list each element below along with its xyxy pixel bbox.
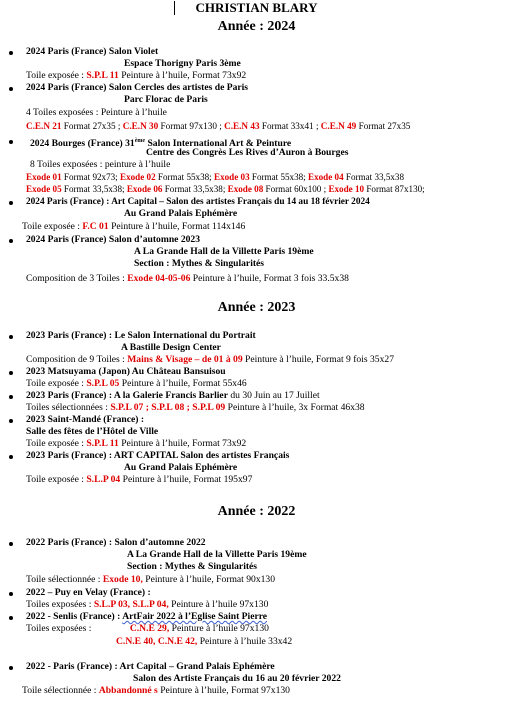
list-item-detail: Au Grand Palais Ephémère — [124, 462, 238, 473]
list-item: 2024 Paris (France) Salon d’automne 2023 — [26, 234, 201, 245]
list-item: 2023 Paris (France) : ART CAPITAL Salon des artistes Français — [26, 450, 290, 461]
list-item-detail: Salle des fêtes de l’Hôtel de Ville — [26, 426, 159, 437]
list-item-detail: Toiles exposées : C.N.E 29, Peinture à l’huile 97x130 — [26, 623, 269, 634]
document-title: CHRISTIAN BLARY — [195, 0, 318, 15]
list-item-detail: Espace Thorigny Paris 3ème — [124, 58, 241, 69]
list-item: 2023 Paris (France) : A la Galerie Francis Barlier du 30 Juin au 17 Juillet — [26, 390, 320, 401]
list-bullet — [9, 666, 13, 670]
list-item-detail: Section : Mythes & Singularités — [127, 561, 258, 572]
list-bullet — [9, 455, 13, 459]
list-item-detail: Toile exposée : F.C 01 Peinture à l’huile, Format 114x146 — [22, 221, 246, 232]
list-bullet — [9, 371, 13, 375]
list-bullet — [9, 542, 13, 546]
list-item-detail: Exode 05 Format 33,5x38; Exode 06 Format 33,5x38; Exode 08 Format 60x100 ; Exode 10 Format 87x130; — [26, 184, 425, 194]
year-heading-2024: Année : 2024 — [217, 19, 296, 34]
list-bullet — [9, 419, 13, 423]
list-bullet — [9, 335, 13, 339]
list-bullet — [9, 239, 13, 243]
list-item-detail: Composition de 9 Toiles : Mains & Visage – de 01 à 09 Peinture à l’huile, Format 9 fois 35x27 — [26, 354, 394, 365]
list-item-detail: Centre des Congrès Les Rives d’Auron à Bourges — [146, 147, 349, 158]
list-item: 2024 Paris (France) Salon Violet — [26, 46, 159, 57]
list-item-detail: A La Grande Hall de la Villette Paris 19ème — [127, 549, 307, 560]
list-item-detail: C.E.N 21 Format 27x35 ; C.E.N 30 Format 97x130 ; C.E.N 43 Format 33x41 ; C.E.N 49 Format 27x35 — [26, 121, 411, 131]
list-item-detail: A Bastille Design Center — [121, 342, 221, 353]
list-item: 2024 Paris (France) Salon Cercles des artistes de Paris — [26, 82, 249, 93]
list-item: 2022 - Paris (France) : Art Capital – Grand Palais Ephémère — [26, 661, 275, 672]
year-heading-2023: Année : 2023 — [217, 300, 296, 315]
list-bullet — [9, 201, 13, 205]
list-item: 2022 - Senlis (France) : ArtFair 2022 à l’Eglise Saint Pierre — [26, 611, 268, 622]
list-bullet — [9, 616, 13, 620]
list-item-detail: 4 Toiles exposées : Peinture à l’huile — [26, 107, 167, 118]
list-item: 2022 – Puy en Velay (France) : — [26, 587, 151, 598]
list-item-detail: Toile exposée : S.P.L 11 Peinture à l’huile, Format 73x92 — [26, 438, 247, 449]
year-heading-2022: Année : 2022 — [217, 504, 296, 519]
list-bullet — [9, 87, 13, 91]
list-item-detail: Parc Florac de Paris — [124, 94, 208, 105]
list-item-detail: Section : Mythes & Singularités — [134, 258, 265, 269]
list-item: 2024 Bourges (France) 31ème Salon International Art & Peinture — [30, 138, 292, 150]
list-item-detail: Toiles exposées : S.L.P 03, S.L.P 04, Peinture à l’huile 97x130 — [26, 599, 269, 610]
list-item: 2024 Paris (France) : Art Capital – Salon des artistes Français du 14 au 18 février 2024 — [26, 197, 370, 207]
list-bullet — [9, 51, 13, 55]
list-item-detail: Au Grand Palais Ephémère — [124, 208, 238, 219]
list-bullet — [9, 592, 13, 596]
list-bullet — [9, 140, 13, 144]
list-item-detail: Toile sélectionnée : Abbandonné s Peinture à l’huile, Format 97x130 — [22, 685, 290, 696]
list-item-detail: Toile exposée : S.P.L 05 Peinture à l’huile, Format 55x46 — [26, 378, 247, 389]
list-item-detail: Toiles sélectionnées : S.P.L 07 ; S.P.L 08 ; S.P.L 09 Peinture à l’huile, 3x Format 46x38 — [26, 402, 365, 413]
list-item-detail: Toile sélectionnée : Exode 10, Peinture à l’huile, Format 90x130 — [26, 574, 276, 585]
list-item: 2023 Saint-Mandé (France) : — [26, 414, 145, 425]
list-item: 2022 Paris (France) : Salon d’automne 2022 — [26, 537, 206, 548]
list-item-detail: Exode 01 Format 92x73; Exode 02 Format 55x38; Exode 03 Format 55x38; Exode 04 Format 33,5x38 — [26, 172, 405, 182]
list-item-detail: Salon des Artiste Français du 16 au 20 février 2022 — [133, 673, 341, 684]
list-item-detail: Toile exposée : S.L.P 04 Peinture à l’huile, Format 195x97 — [26, 474, 253, 485]
list-bullet — [9, 395, 13, 399]
list-item-detail: A La Grande Hall de la Villette Paris 19ème — [134, 246, 314, 257]
list-item-detail: 8 Toiles exposées : peinture à l’huile — [30, 159, 171, 170]
list-item: 2023 Paris (France) : Le Salon International du Portrait — [26, 330, 256, 341]
list-item: 2023 Matsuyama (Japon) Au Château Bansuisou — [26, 366, 226, 377]
list-item-detail: Composition de 3 Toiles : Exode 04-05-06 Peinture à l’huile, Format 3 fois 33.5x38 — [26, 273, 349, 284]
list-item-detail: C.N.E 40, C.N.E 42, Peinture à l’huile 33x42 — [116, 636, 293, 647]
list-item-detail: Toile exposée : S.P.L 11 Peinture à l’huile, Format 73x92 — [26, 70, 247, 81]
